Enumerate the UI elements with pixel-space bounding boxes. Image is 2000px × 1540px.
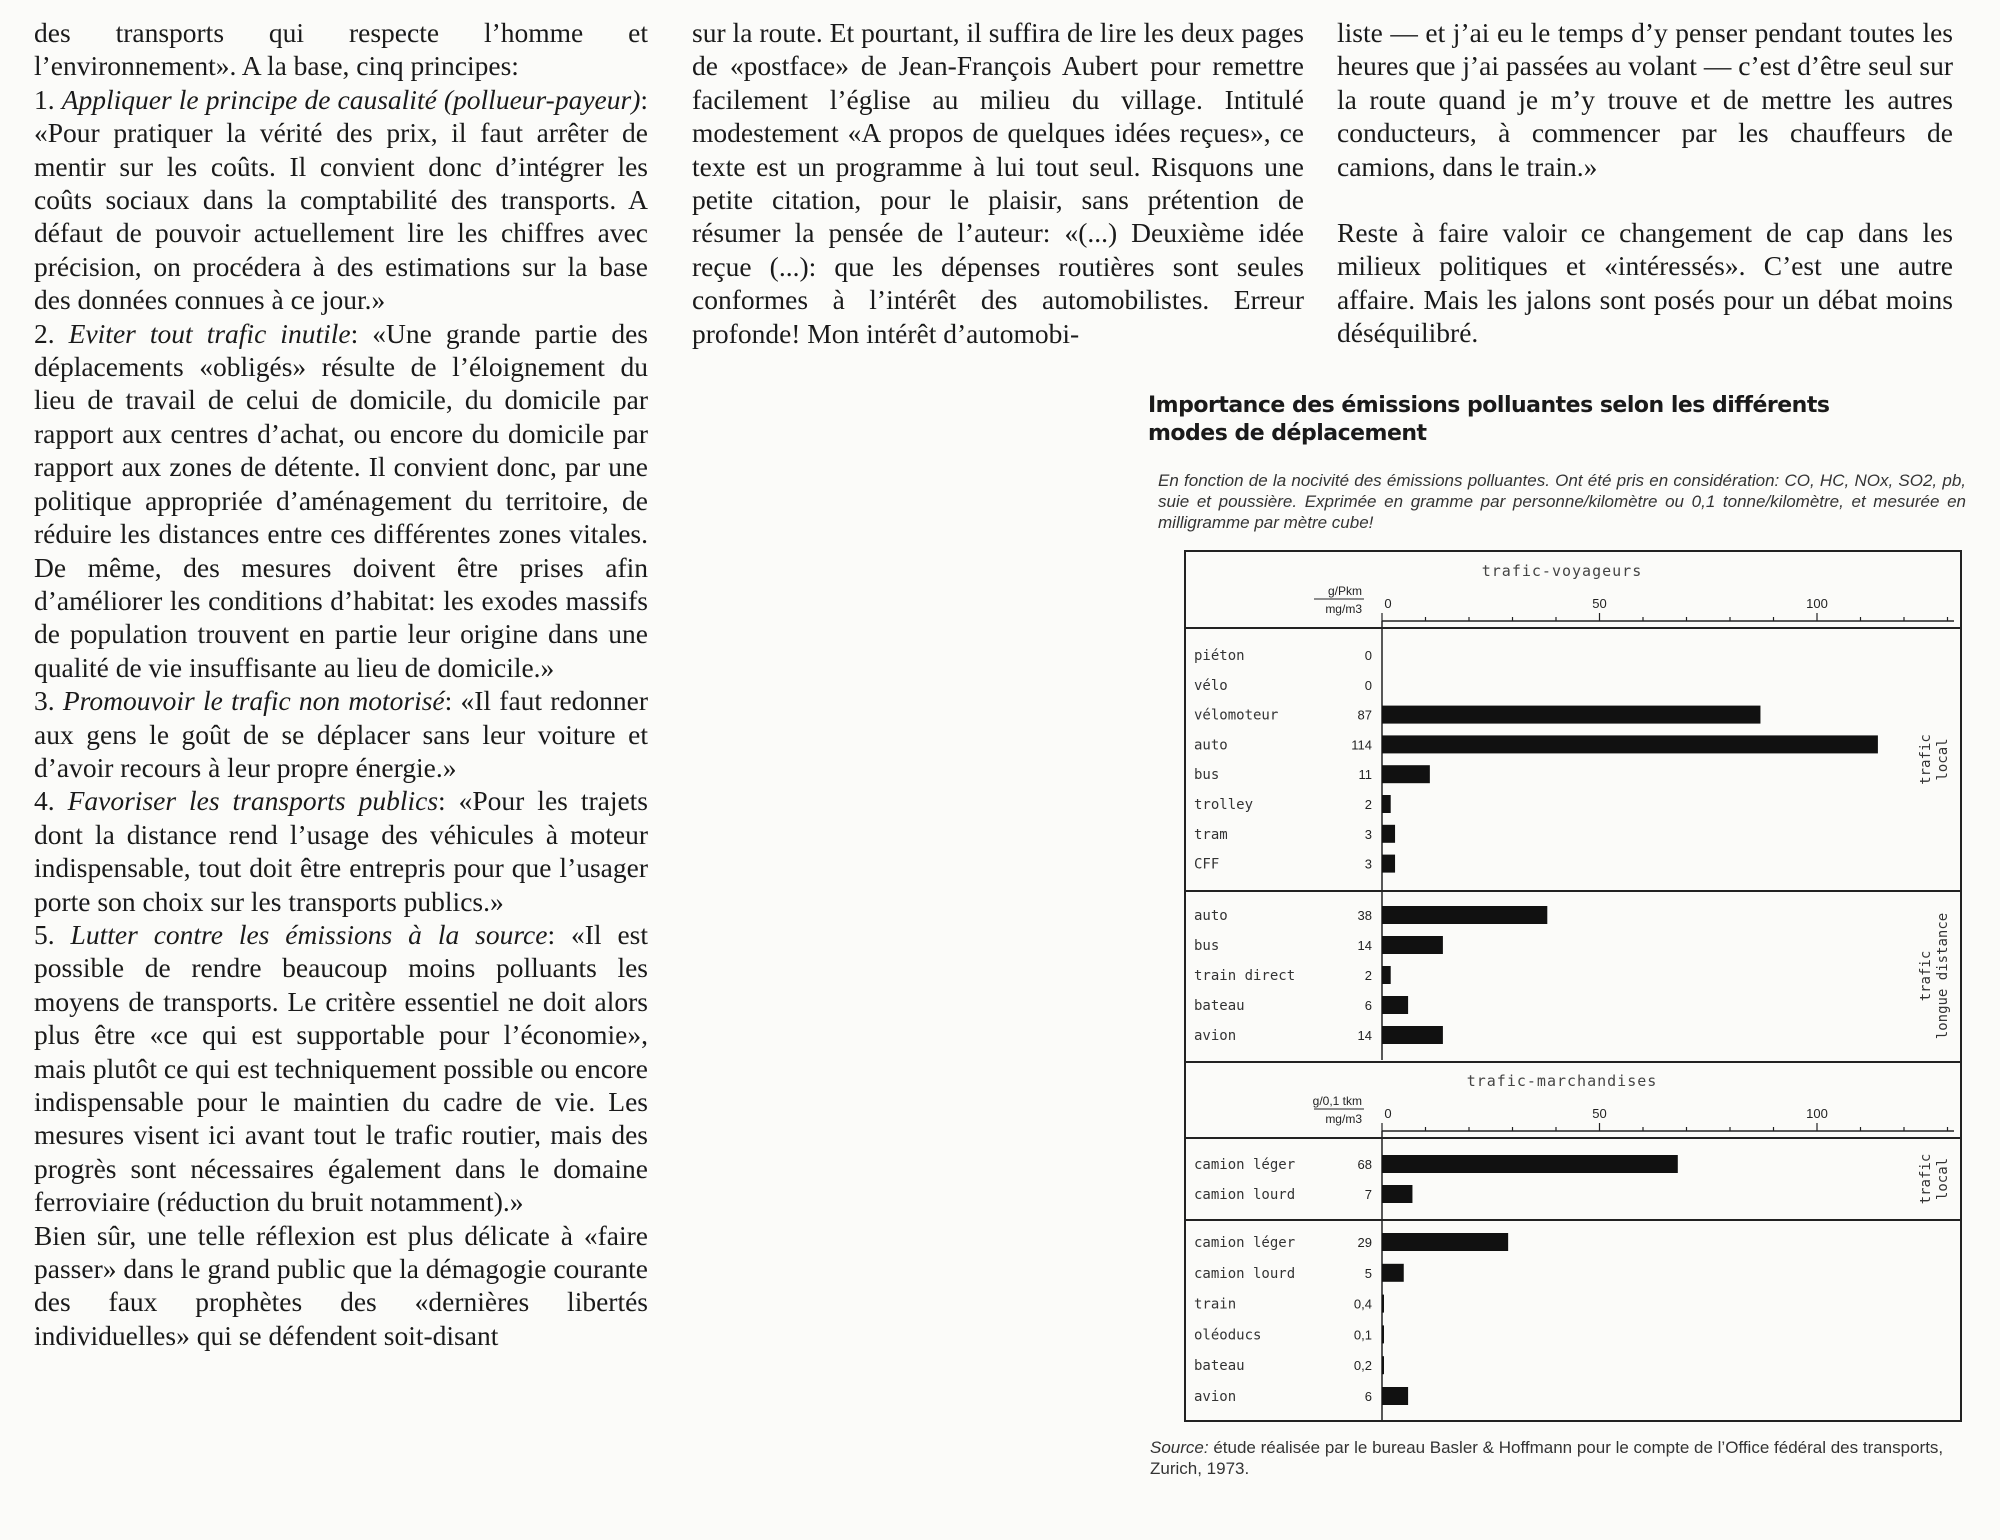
category-label: CFF [1194, 856, 1220, 873]
paragraph [34, 784, 648, 918]
category-label: auto [1194, 908, 1228, 924]
value-label: 68 [1357, 1157, 1372, 1172]
bar [1382, 996, 1408, 1014]
category-label: camion léger [1194, 1157, 1296, 1173]
value-label: 14 [1357, 938, 1372, 953]
value-label: 3 [1364, 826, 1372, 842]
category-label: tram [1194, 826, 1228, 843]
bar [1382, 1233, 1508, 1251]
list-number: 4. [34, 785, 68, 817]
bar [1382, 1185, 1412, 1203]
principle-title: Promouvoir le trafic non motorisé [62, 685, 445, 717]
paragraph-text: liste — et j’ai eu le temps d’y penser pendant toutes les heures que j’ai passées au volant — c’est d’être seul sur la route quand je m’y trouve et de mettre les autres conducteurs, à commencer par les chauffeurs de camions, dans le train.» [1337, 17, 1953, 182]
principle-title: Lutter contre les émissions à la source [70, 918, 548, 950]
value-label: 7 [1364, 1187, 1372, 1202]
panel-title: trafic-marchandises [1466, 1072, 1658, 1090]
paragraph-text: Bien sûr, une telle réflexion est plus délicate à «faire passer» dans le grand public que la démagogie courante des faux prophètes des «dernières libertés individuelles» qui se défendent soit-disant [34, 1219, 648, 1351]
bar [1382, 765, 1430, 783]
category-label: bateau [1194, 1358, 1245, 1375]
value-label: 6 [1364, 1389, 1372, 1404]
bar [1382, 1264, 1404, 1282]
group-label: trafic [1918, 734, 1934, 785]
unit-label-bottom: mg/m3 [1325, 1112, 1362, 1126]
bar [1382, 906, 1547, 924]
bar [1382, 1155, 1678, 1173]
value-label: 114 [1351, 737, 1372, 753]
list-number: 3. [34, 685, 63, 717]
category-label: piéton [1194, 648, 1245, 664]
paragraph-text: : «Pour les trajets dont la distance rend l’usage des véhicules à moteur indispensable, tout doit être entrepris pour que l’usager porte son choix sur les transports publics.» [34, 785, 649, 917]
x-tick-label: 50 [1592, 1106, 1607, 1121]
principle-title: Favoriser les transports publics [67, 785, 439, 817]
paragraph [34, 16, 648, 83]
category-label: bus [1194, 938, 1220, 954]
paragraph-text: des transports qui respecte l’homme et l’environnement». A la base, cinq principes: [34, 17, 648, 82]
paragraph [34, 1219, 648, 1353]
x-tick-label: 100 [1806, 1106, 1828, 1121]
paragraph-text: : «Il est possible de rendre beaucoup moins polluants les moyens de transports. Le critère essentiel ne doit alors plus être «ce qui est supportable pour l’économie», mais plutôt ce qui est techniquement possible ou encore indispensable pour le maintien du cadre de vie. Les mesures visent ici avant tout le trafic routier, mais des progrès sont nécessaires également dans le domaine ferroviaire (réduction du bruit notamment).» [34, 918, 649, 1218]
source-label: Source: [1150, 1438, 1209, 1457]
figure [1148, 392, 1968, 1405]
bar [1382, 735, 1878, 753]
category-label: vélo [1194, 677, 1228, 694]
figure-source [1150, 1437, 1960, 1479]
unit-label-top: g/0,1 tkm [1312, 1094, 1362, 1108]
paragraph [1337, 16, 1953, 183]
x-tick-label: 0 [1384, 1106, 1392, 1121]
paragraph [34, 684, 648, 784]
category-label: vélomoteur [1194, 707, 1279, 724]
unit-label-top: g/Pkm [1327, 584, 1362, 598]
bar [1382, 706, 1760, 724]
value-label: 6 [1364, 998, 1372, 1013]
category-label: camion léger [1194, 1235, 1296, 1251]
bar [1382, 1026, 1443, 1044]
group-label: local [1935, 738, 1951, 781]
bar [1382, 825, 1395, 843]
bar [1382, 1325, 1384, 1343]
value-label: 11 [1358, 767, 1372, 783]
list-number: 2. [34, 317, 69, 349]
value-label: 3 [1364, 856, 1372, 872]
principle-title: Eviter tout trafic inutile [68, 317, 351, 349]
value-label: 2 [1364, 968, 1372, 983]
category-label: camion lourd [1194, 1187, 1296, 1203]
category-label: avion [1194, 1028, 1237, 1044]
value-label: 0,1 [1353, 1327, 1372, 1343]
list-number: 5. [34, 918, 71, 950]
list-number: 1. [34, 83, 62, 115]
value-label: 0,4 [1353, 1296, 1372, 1312]
figure-title: Importance des émissions polluantes selon les différents modes de déplacement [1148, 393, 1830, 446]
paragraph-text: sur la route. Et pourtant, il suffira de lire les deux pages de «postface» de Jean-François Aubert pour remettre facilement l’église au milieu du village. Intitulé modestement «A propos de quelques idées reçues», ce texte est un programme à lui tout seul. Risquons une petite citation, pour le plaisir, sans prétention de résumer la pensée de l’auteur: «(...) Deuxième idée reçue (...): que les dépenses routières sont seules conformes à l’intérêt des automobilistes. Erreur profonde! Mon intérêt d’automobi- [692, 17, 1304, 349]
category-label: train [1194, 1296, 1237, 1313]
paragraph-text: : «Pour pratiquer la vérité des prix, il faut arrêter de mentir sur les coûts. Il convient donc d’intégrer les coûts sociaux dans la comptabilité des transports. A défaut de pouvoir actuellement lire les chiffres avec précision, on procédera à des estimations sur la base des données connues à ce jour.» [34, 83, 648, 316]
value-label: 0,2 [1353, 1358, 1372, 1374]
category-label: oléoducs [1194, 1327, 1262, 1344]
bar [1382, 855, 1395, 873]
value-label: 5 [1364, 1265, 1372, 1281]
text-column-1 [34, 16, 648, 1352]
bar [1382, 1356, 1384, 1374]
category-label: camion lourd [1194, 1265, 1296, 1282]
paragraph [692, 16, 1304, 350]
x-tick-label: 100 [1806, 596, 1828, 611]
emissions-bar-chart [1186, 552, 1960, 1420]
bar [1382, 936, 1443, 954]
paragraph-text: : «Une grande partie des déplacements «obligés» résulte de l’éloignement du lieu de travail de celui de domicile, du domicile par rapport aux centres d’achat, ou encore du domicile par rapport aux zones de détente. Il convient donc, par une politique appropriée d’aménagement du territoire, de réduire les distances entre ces différentes zones vitales. De même, des mesures doivent être prises afin d’améliorer les conditions d’habitat: les exodes massifs de population trouvent en partie leur origine dans une qualité de vie insuffisante au lieu de domicile.» [34, 317, 648, 683]
category-label: avion [1194, 1389, 1237, 1405]
paragraph [34, 83, 648, 317]
group-label: longue distance [1935, 912, 1951, 1040]
category-label: bateau [1194, 998, 1245, 1014]
principle-title: Appliquer le principe de causalité (pollueur-payeur) [61, 83, 641, 115]
value-label: 0 [1364, 648, 1372, 663]
text-column-2 [692, 16, 1304, 350]
x-tick-label: 50 [1592, 596, 1607, 611]
paragraph [34, 918, 648, 1219]
paragraph-text: : «Il faut redonner aux gens le goût de se déplacer sans leur voiture et d’avoir recours à leur propre énergie.» [34, 685, 649, 783]
source-text: étude réalisée par le bureau Basler & Hoffmann pour le compte de l’Office fédéral des transports, Zurich, 1973. [1150, 1438, 1944, 1478]
value-label: 29 [1357, 1235, 1372, 1250]
bar [1382, 1387, 1408, 1405]
group-label: trafic [1918, 950, 1934, 1002]
group-label: trafic [1918, 1153, 1934, 1205]
bar [1382, 966, 1391, 984]
chart-frame [1184, 550, 1962, 1422]
value-label: 87 [1357, 707, 1372, 723]
unit-label-bottom: mg/m3 [1325, 602, 1362, 616]
category-label: auto [1194, 737, 1228, 754]
figure-subtitle: En fonction de la nocivité des émissions polluantes. Ont été pris en considération: CO, HC, NOx, SO2, pb, suie et poussière. Exprimée en gramme par personne/kilomètre ou 0,1 tonne/kilomètre, et mesurée en milligramme par mètre cube! [1158, 471, 1966, 532]
group-label: local [1935, 1157, 1951, 1201]
text-column-3 [1337, 16, 1953, 350]
paragraph [1337, 216, 1953, 350]
paragraph [34, 317, 648, 684]
category-label: bus [1194, 767, 1220, 784]
category-label: trolley [1194, 797, 1254, 813]
bar [1382, 1295, 1384, 1313]
x-tick-label: 0 [1384, 596, 1392, 611]
paragraph-text: Reste à faire valoir ce changement de cap dans les milieux politiques et «intéressés». C’est une autre affaire. Mais les jalons sont posés pour un débat moins déséquilibré. [1337, 217, 1953, 349]
category-label: train direct [1194, 968, 1296, 984]
bar [1382, 795, 1391, 813]
value-label: 14 [1357, 1028, 1372, 1043]
value-label: 0 [1364, 677, 1372, 693]
value-label: 38 [1357, 908, 1372, 923]
panel-title: trafic-voyageurs [1481, 562, 1643, 580]
value-label: 2 [1364, 797, 1372, 812]
